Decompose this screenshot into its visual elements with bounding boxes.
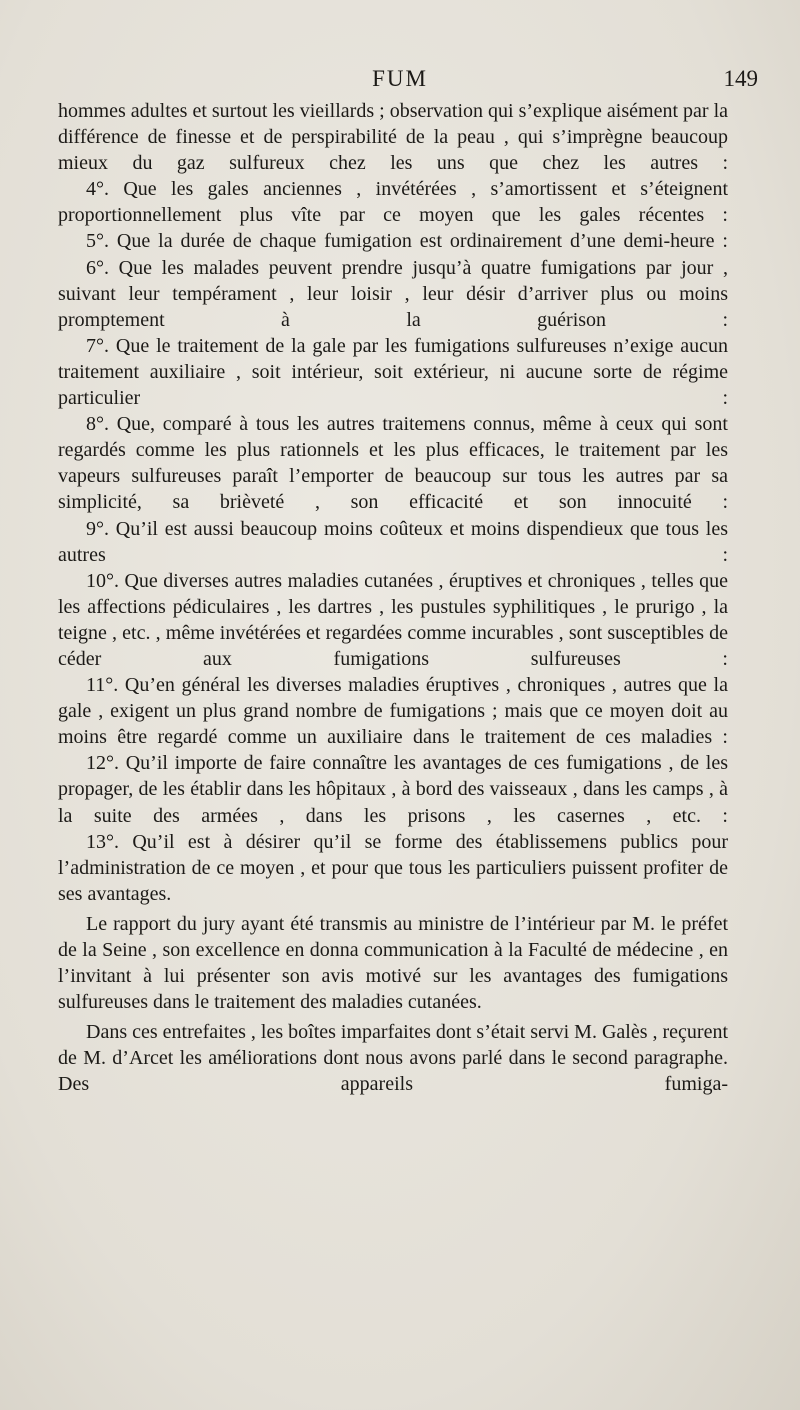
page-number: 149 [723, 66, 758, 91]
paragraph-item-9: 9°. Qu’il est aussi beaucoup moins coûteux et moins dispendieux que tous les autres : [58, 517, 728, 566]
body-text [58, 98, 728, 1098]
paragraph-item-4: 4°. Que les gales anciennes , invétérées , s’amortissent et s’éteignent proportionnellement plus vîte par ce moyen que les gales récentes : [58, 178, 728, 227]
paragraph-item-8: 8°. Que, comparé à tous les autres traitemens connus, même à ceux qui sont regardés comme les plus rationnels et les plus efficaces, le traitement par les vapeurs sulfureuses paraît l’emporter de beaucoup sur tous les autres par sa simplicité, sa brièveté , son efficacité et son innocuité : [58, 413, 728, 514]
paragraph-entrefaites: Dans ces entrefaites , les boîtes imparfaites dont s’était servi M. Galès , reçurent de M. d’Arcet les améliorations dont nous avons parlé dans le second paragraphe. Des appareils fumiga- [58, 1021, 729, 1096]
paragraph-item-5: 5°. Que la durée de chaque fumigation est ordinairement d’une demi-heure : [86, 230, 728, 253]
running-head: FUM [372, 66, 428, 91]
paragraph-jury-report: Le rapport du jury ayant été transmis au ministre de l’intérieur par M. le préfet de la Seine , son excellence en donna communication à la Faculté de médecine , en l’invitant à lui présenter son avis motivé sur les avantages des fumigations sulfureuses dans le traitement des maladies cutanées. [58, 912, 728, 1014]
paragraph-item-10: 10°. Que diverses autres maladies cutanées , éruptives et chroniques , telles que les affections pédiculaires , les dartres , les pustules syphilitiques , le prurigo , la teigne , etc. , même invétérées et regardées comme incurables , sont susceptibles de céder aux fumigations sulfureuses : [58, 569, 728, 670]
paragraph-item-13: 13°. Qu’il est à désirer qu’il se forme des établissemens publics pour l’administration de ce moyen , et pour que tous les particuliers puissent profiter de ses avantages. [58, 830, 728, 905]
page-header [0, 66, 800, 96]
paragraph-item-7: 7°. Que le traitement de la gale par les fumigations sulfureuses n’exige aucun traitement auxiliaire , soit intérieur, soit extérieur, ni aucune sorte de régime particulier : [58, 334, 728, 410]
paragraph-item-12: 12°. Qu’il importe de faire connaître les avantages de ces fumigations , de les propager, de les établir dans les hôpitaux , à bord des vaisseaux , dans les camps , à la suite des armées , dans les prisons , les casernes , etc. : [58, 752, 728, 827]
paragraph-continuation: hommes adultes et surtout les vieillards ; observation qui s’explique aisément par la différence de finesse et de perspirabilité de la peau , qui s’imprègne beaucoup mieux du gaz sulfureux chez les uns que chez les autres : [58, 100, 728, 175]
paragraph-item-11: 11°. Qu’en général les diverses maladies éruptives , chroniques , autres que la gale , exigent un plus grand nombre de fumigations ; mais que ce moyen doit au moins être regardé comme un auxiliaire dans le traitement de ces maladies : [58, 674, 728, 749]
paragraph-item-6: 6°. Que les malades peuvent prendre jusqu’à quatre fumigations par jour , suivant leur tempérament , leur loisir , leur désir d’arriver plus ou moins promptement à la guérison : [58, 256, 728, 331]
